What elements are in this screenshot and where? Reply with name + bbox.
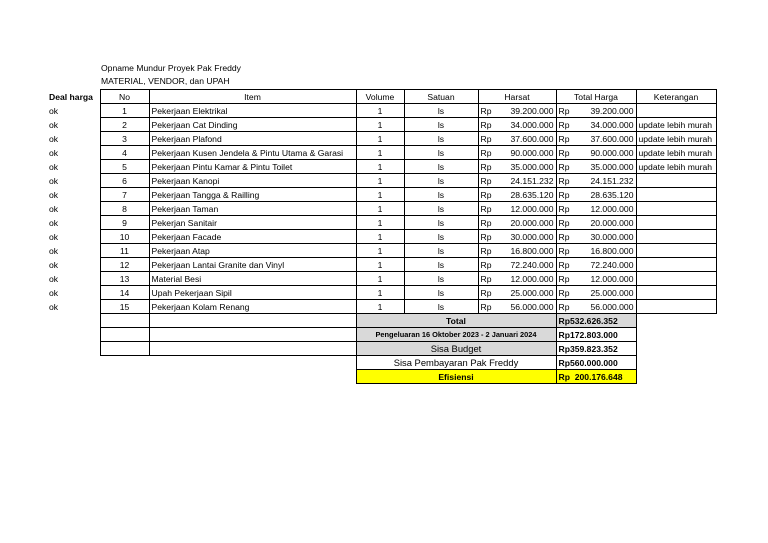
harsat-cell (478, 160, 556, 174)
total-cell (556, 188, 636, 202)
keterangan-cell (636, 286, 716, 300)
satuan-cell: ls (404, 146, 478, 160)
total-cell (556, 216, 636, 230)
efisiensi-label: Efisiensi (356, 370, 556, 384)
item-cell: Pekerjaan Taman (149, 202, 356, 216)
satuan-cell: ls (404, 160, 478, 174)
satuan-cell: ls (404, 202, 478, 216)
total-cell (556, 146, 636, 160)
pengeluaran-label: Pengeluaran 16 Oktober 2023 - 2 Januari 2024 (356, 328, 556, 342)
total-cell (556, 132, 636, 146)
sisa-pembayaran-label: Sisa Pembayaran Pak Freddy (356, 356, 556, 370)
no-cell: 15 (100, 300, 149, 314)
no-cell: 2 (100, 118, 149, 132)
harsat-cell-amount: 72.240.000 (510, 259, 554, 270)
volume-cell: 1 (356, 258, 404, 272)
volume-cell: 1 (356, 202, 404, 216)
keterangan-cell (636, 258, 716, 272)
item-cell: Pekerjaan Tangga & Railling (149, 188, 356, 202)
satuan-cell: ls (404, 300, 478, 314)
table-row (47, 244, 716, 258)
keterangan-cell (636, 174, 716, 188)
satuan-cell: ls (404, 272, 478, 286)
harsat-cell-amount: 12.000.000 (510, 273, 554, 284)
header-harsat: Harsat (478, 90, 556, 104)
currency-label: Rp (480, 245, 492, 256)
table-row (47, 174, 716, 188)
deal-cell: ok (49, 203, 59, 214)
harsat-cell (478, 104, 556, 118)
total-cell (556, 286, 636, 300)
keterangan-cell (636, 272, 716, 286)
table-row (47, 188, 716, 202)
table-row (47, 272, 716, 286)
summary-sisa-pembayaran-row (47, 356, 716, 370)
harsat-cell (478, 300, 556, 314)
keterangan-cell (636, 202, 716, 216)
table-row (47, 202, 716, 216)
table-row (47, 132, 716, 146)
deal-cell: ok (49, 231, 59, 242)
no-cell: 12 (100, 258, 149, 272)
currency-label: Rp (558, 133, 570, 144)
satuan-cell: ls (404, 258, 478, 272)
summary-sisa-budget-row (47, 342, 716, 356)
total-cell (556, 258, 636, 272)
total-cell (556, 174, 636, 188)
deal-cell: ok (49, 259, 59, 270)
item-cell: Pekerjaan Elektrikal (149, 104, 356, 118)
efisiensi-value: Rp 200.176.648 (556, 370, 636, 384)
satuan-cell: ls (404, 230, 478, 244)
currency-label: Rp (480, 161, 492, 172)
harsat-cell (478, 286, 556, 300)
harsat-cell (478, 258, 556, 272)
currency-label: Rp (558, 259, 570, 270)
harsat-cell (478, 230, 556, 244)
keterangan-cell: update lebih murah (636, 146, 716, 160)
total-cell-amount: 12.000.000 (590, 203, 634, 214)
header-item: Item (149, 90, 356, 104)
harsat-cell (478, 202, 556, 216)
currency-label: Rp (480, 147, 492, 158)
total-cell (556, 202, 636, 216)
summary-efisiensi-row (47, 370, 716, 384)
harsat-cell (478, 272, 556, 286)
keterangan-cell (636, 216, 716, 230)
sisa-pembayaran-value: Rp560.000.000 (556, 356, 636, 370)
table-row (47, 118, 716, 132)
deal-cell: ok (49, 133, 59, 144)
summary-pengeluaran-row (47, 328, 716, 342)
no-cell: 7 (100, 188, 149, 202)
total-cell (556, 104, 636, 118)
volume-cell: 1 (356, 216, 404, 230)
total-cell-amount: 12.000.000 (590, 273, 634, 284)
no-cell: 10 (100, 230, 149, 244)
pengeluaran-value: Rp172.803.000 (556, 328, 636, 342)
volume-cell: 1 (356, 244, 404, 258)
keterangan-cell (636, 300, 716, 314)
harsat-cell-amount: 30.000.000 (510, 231, 554, 242)
keterangan-cell (636, 244, 716, 258)
currency-label: Rp (480, 217, 492, 228)
no-cell: 5 (100, 160, 149, 174)
no-cell: 4 (100, 146, 149, 160)
opname-table (47, 89, 717, 384)
deal-cell: ok (49, 245, 59, 256)
harsat-cell-amount: 25.000.000 (510, 287, 554, 298)
item-cell: Pekerjaan Lantai Granite dan Vinyl (149, 258, 356, 272)
deal-cell: ok (49, 105, 59, 116)
item-cell: Pekerjaan Kolam Renang (149, 300, 356, 314)
satuan-cell: ls (404, 286, 478, 300)
no-cell: 9 (100, 216, 149, 230)
currency-label: Rp (480, 175, 492, 186)
deal-cell: ok (49, 147, 59, 158)
satuan-cell: ls (404, 244, 478, 258)
item-cell: Pekerjaan Kanopi (149, 174, 356, 188)
volume-cell: 1 (356, 132, 404, 146)
harsat-cell (478, 146, 556, 160)
no-cell: 11 (100, 244, 149, 258)
currency-label: Rp (558, 147, 570, 158)
header-keterangan: Keterangan (636, 90, 716, 104)
harsat-cell-amount: 24.151.232 (510, 175, 554, 186)
harsat-cell-amount: 28.635.120 (510, 189, 554, 200)
currency-label: Rp (480, 287, 492, 298)
currency-label: Rp (558, 203, 570, 214)
item-cell: Pekerjaan Plafond (149, 132, 356, 146)
table-row (47, 160, 716, 174)
total-cell (556, 160, 636, 174)
item-cell: Material Besi (149, 272, 356, 286)
table-row (47, 300, 716, 314)
header-satuan: Satuan (404, 90, 478, 104)
total-cell-amount: 35.000.000 (590, 161, 634, 172)
currency-label: Rp (480, 301, 492, 312)
volume-cell: 1 (356, 174, 404, 188)
total-cell-amount: 16.800.000 (590, 245, 634, 256)
no-cell: 8 (100, 202, 149, 216)
total-cell (556, 300, 636, 314)
currency-label: Rp (558, 161, 570, 172)
keterangan-cell: update lebih murah (636, 160, 716, 174)
total-cell (556, 230, 636, 244)
total-cell-amount: 37.600.000 (590, 133, 634, 144)
satuan-cell: ls (404, 132, 478, 146)
harsat-cell (478, 188, 556, 202)
harsat-cell (478, 216, 556, 230)
deal-cell: ok (49, 273, 59, 284)
harsat-cell-amount: 35.000.000 (510, 161, 554, 172)
harsat-cell (478, 118, 556, 132)
harsat-cell-amount: 12.000.000 (510, 203, 554, 214)
table-row (47, 216, 716, 230)
satuan-cell: ls (404, 174, 478, 188)
deal-cell: ok (49, 189, 59, 200)
harsat-cell-amount: 90.000.000 (510, 147, 554, 158)
currency-label: Rp (558, 105, 570, 116)
volume-cell: 1 (356, 188, 404, 202)
item-cell: Pekerjaan Pintu Kamar & Pintu Toilet (149, 160, 356, 174)
keterangan-cell: update lebih murah (636, 132, 716, 146)
summary-total-row (47, 314, 716, 328)
harsat-cell-amount: 37.600.000 (510, 133, 554, 144)
total-cell-amount: 30.000.000 (590, 231, 634, 242)
currency-label: Rp (480, 259, 492, 270)
deal-cell: ok (49, 119, 59, 130)
no-cell: 13 (100, 272, 149, 286)
currency-label: Rp (558, 301, 570, 312)
currency-label: Rp (558, 189, 570, 200)
item-cell: Pekerjaan Facade (149, 230, 356, 244)
total-cell-amount: 56.000.000 (590, 301, 634, 312)
currency-label: Rp (480, 133, 492, 144)
item-cell: Pekerjan Sanitair (149, 216, 356, 230)
currency-label: Rp (558, 273, 570, 284)
keterangan-cell (636, 104, 716, 118)
no-cell: 6 (100, 174, 149, 188)
total-cell-amount: 34.000.000 (590, 119, 634, 130)
header-total-harga: Total Harga (556, 90, 636, 104)
total-cell-amount: 28.635.120 (590, 189, 634, 200)
volume-cell: 1 (356, 230, 404, 244)
table-row (47, 258, 716, 272)
currency-label: Rp (480, 189, 492, 200)
sisa-budget-value: Rp359.823.352 (556, 342, 636, 356)
no-cell: 3 (100, 132, 149, 146)
currency-label: Rp (558, 231, 570, 242)
currency-label: Rp (480, 273, 492, 284)
total-cell-amount: 20.000.000 (590, 217, 634, 228)
deal-cell: ok (49, 217, 59, 228)
total-cell-amount: 39.200.000 (590, 105, 634, 116)
total-cell-amount: 24.151.232 (590, 175, 634, 186)
total-cell-amount: 72.240.000 (590, 259, 634, 270)
keterangan-cell: update lebih murah (636, 118, 716, 132)
currency-label: Rp (558, 175, 570, 186)
header-no: No (100, 90, 149, 104)
no-cell: 14 (100, 286, 149, 300)
currency-label: Rp (480, 231, 492, 242)
currency-label: Rp (558, 245, 570, 256)
volume-cell: 1 (356, 272, 404, 286)
currency-label: Rp (558, 119, 570, 130)
total-cell-amount: 90.000.000 (590, 147, 634, 158)
sisa-budget-label: Sisa Budget (356, 342, 556, 356)
volume-cell: 1 (356, 300, 404, 314)
satuan-cell: ls (404, 188, 478, 202)
volume-cell: 1 (356, 118, 404, 132)
header-volume: Volume (356, 90, 404, 104)
harsat-cell-amount: 20.000.000 (510, 217, 554, 228)
satuan-cell: ls (404, 104, 478, 118)
total-cell (556, 272, 636, 286)
table-row (47, 230, 716, 244)
satuan-cell: ls (404, 216, 478, 230)
total-label: Total (356, 314, 556, 328)
satuan-cell: ls (404, 118, 478, 132)
harsat-cell (478, 174, 556, 188)
harsat-cell (478, 244, 556, 258)
harsat-cell (478, 132, 556, 146)
harsat-cell-amount: 16.800.000 (510, 245, 554, 256)
no-cell: 1 (100, 104, 149, 118)
total-cell (556, 244, 636, 258)
harsat-cell-amount: 56.000.000 (510, 301, 554, 312)
deal-harga-header: Deal harga (49, 91, 93, 102)
table-row (47, 286, 716, 300)
item-cell: Pekerjaan Atap (149, 244, 356, 258)
currency-label: Rp (480, 119, 492, 130)
document-title: Opname Mundur Proyek Pak Freddy (101, 63, 241, 73)
keterangan-cell (636, 188, 716, 202)
item-cell: Upah Pekerjaan Sipil (149, 286, 356, 300)
volume-cell: 1 (356, 286, 404, 300)
total-cell-amount: 25.000.000 (590, 287, 634, 298)
currency-label: Rp (480, 203, 492, 214)
currency-label: Rp (480, 105, 492, 116)
total-cell (556, 118, 636, 132)
volume-cell: 1 (356, 146, 404, 160)
deal-cell: ok (49, 301, 59, 312)
document-subtitle: MATERIAL, VENDOR, dan UPAH (101, 76, 230, 86)
header-row (47, 90, 716, 104)
deal-cell: ok (49, 175, 59, 186)
volume-cell: 1 (356, 160, 404, 174)
harsat-cell-amount: 34.000.000 (510, 119, 554, 130)
total-value: Rp532.626.352 (556, 314, 636, 328)
table-row (47, 146, 716, 160)
item-cell: Pekerjaan Cat Dinding (149, 118, 356, 132)
item-cell: Pekerjaan Kusen Jendela & Pintu Utama & Garasi (149, 146, 356, 160)
currency-label: Rp (558, 287, 570, 298)
harsat-cell-amount: 39.200.000 (510, 105, 554, 116)
deal-cell: ok (49, 161, 59, 172)
keterangan-cell (636, 230, 716, 244)
currency-label: Rp (558, 217, 570, 228)
volume-cell: 1 (356, 104, 404, 118)
deal-cell: ok (49, 287, 59, 298)
table-row (47, 104, 716, 118)
